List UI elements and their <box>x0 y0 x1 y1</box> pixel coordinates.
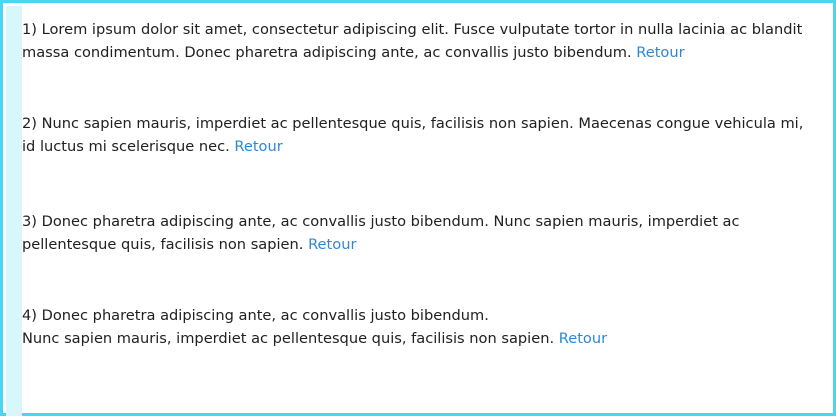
document-content <box>22 6 830 410</box>
retour-link-2[interactable]: Retour <box>234 138 283 156</box>
paragraph-gap-3 <box>22 256 830 304</box>
paragraph-1-line-2-text: massa condimentum. Donec pharetra adipiscing ante, ac convallis justo bibendum. <box>22 44 632 62</box>
paragraph-3-line-2-text: pellentesque quis, facilisis non sapien. <box>22 236 304 254</box>
paragraph-1-line-2 <box>22 41 820 64</box>
retour-link-4[interactable]: Retour <box>558 330 608 348</box>
paragraph-2-line-1: 2) Nunc sapien mauris, imperdiet ac pellentesque quis, facilisis non sapien. Maecenas congue vehicula mi, <box>22 115 804 133</box>
paragraph-4-line-2 <box>22 327 820 350</box>
paragraph-3-line-2 <box>22 233 820 256</box>
paragraph-4-line-2-text: Nunc sapien mauris, imperdiet ac pellentesque quis, facilisis non sapien. <box>22 330 555 348</box>
paragraph-4-line-1: 4) Donec pharetra adipiscing ante, ac convallis justo bibendum. <box>22 307 489 325</box>
retour-link-1[interactable]: Retour <box>636 44 685 62</box>
paragraph-gap-1 <box>22 64 830 112</box>
paragraph-4 <box>22 304 830 350</box>
paragraph-3 <box>22 210 830 256</box>
paragraph-2-line-2-text: id luctus mi scelerisque nec. <box>22 138 230 156</box>
paragraph-1 <box>22 18 830 64</box>
retour-link-3[interactable]: Retour <box>308 236 357 254</box>
paragraph-gap-2 <box>22 158 830 210</box>
paragraph-3-line-1: 3) Donec pharetra adipiscing ante, ac convallis justo bibendum. Nunc sapien mauris, imperdiet ac <box>22 213 740 231</box>
left-accent-band <box>6 6 22 416</box>
paragraph-2-line-2 <box>22 135 820 158</box>
paragraph-1-line-1: 1) Lorem ipsum dolor sit amet, consectetur adipiscing elit. Fusce vulputate tortor in nulla lacinia ac blandit <box>22 21 803 38</box>
paragraph-2 <box>22 112 830 158</box>
